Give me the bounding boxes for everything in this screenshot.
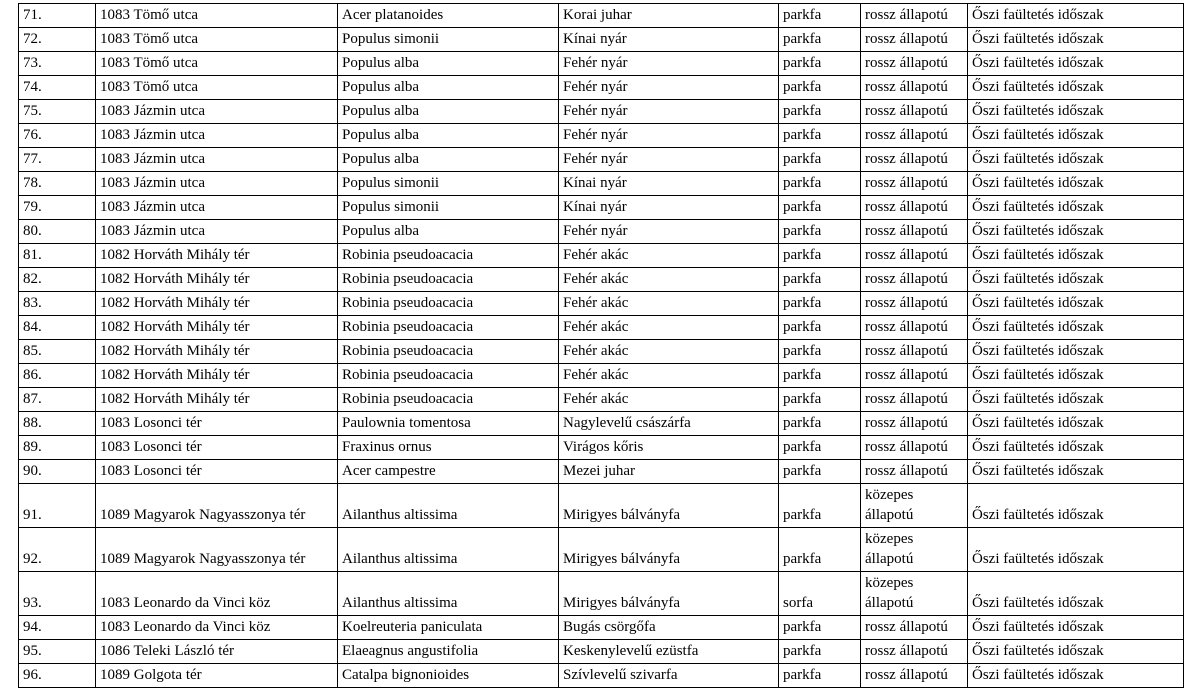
table-cell: Őszi faültetés időszak [968,220,1184,244]
table-cell: Fehér akác [559,364,779,388]
table-cell: Fehér akác [559,244,779,268]
table-cell: 91. [19,484,96,528]
table-cell: Robinia pseudoacacia [338,364,559,388]
table-cell: Őszi faültetés időszak [968,100,1184,124]
table-cell: Fehér akác [559,340,779,364]
table-cell: Őszi faültetés időszak [968,412,1184,436]
table-cell: 83. [19,292,96,316]
table-cell: parkfa [779,244,861,268]
table-cell: 95. [19,640,96,664]
table-cell: 86. [19,364,96,388]
tree-table [18,3,1184,688]
table-row [19,640,1184,664]
table-cell: Őszi faültetés időszak [968,664,1184,688]
table-cell: rossz állapotú [861,292,968,316]
table-cell: rossz állapotú [861,172,968,196]
table-cell: Populus alba [338,52,559,76]
table-cell: Fehér nyár [559,52,779,76]
table-cell: 93. [19,572,96,616]
table-cell: rossz állapotú [861,664,968,688]
table-cell: 87. [19,388,96,412]
table-cell: rossz állapotú [861,100,968,124]
table-cell: Őszi faültetés időszak [968,244,1184,268]
table-cell: Mezei juhar [559,460,779,484]
table-cell: Fehér akác [559,388,779,412]
table-cell: parkfa [779,52,861,76]
table-cell: 1083 Losonci tér [96,460,338,484]
table-cell: 1083 Leonardo da Vinci köz [96,616,338,640]
table-cell: 1082 Horváth Mihály tér [96,340,338,364]
table-cell: Fehér nyár [559,148,779,172]
tree-table-body [19,4,1184,688]
table-cell: Őszi faültetés időszak [968,172,1184,196]
table-cell: Őszi faültetés időszak [968,76,1184,100]
table-cell: rossz állapotú [861,196,968,220]
table-cell: sorfa [779,572,861,616]
table-cell: Virágos kőris [559,436,779,460]
table-cell: rossz állapotú [861,76,968,100]
table-cell: Populus alba [338,148,559,172]
table-cell: Populus alba [338,124,559,148]
table-cell: Őszi faültetés időszak [968,316,1184,340]
table-row [19,52,1184,76]
table-cell: parkfa [779,640,861,664]
table-cell: rossz állapotú [861,148,968,172]
table-row [19,244,1184,268]
table-cell: Robinia pseudoacacia [338,388,559,412]
table-cell: Nagylevelű császárfa [559,412,779,436]
table-cell: Keskenylevelű ezüstfa [559,640,779,664]
table-cell: Catalpa bignonioides [338,664,559,688]
table-cell: 89. [19,436,96,460]
table-cell: 1083 Tömő utca [96,28,338,52]
table-row [19,196,1184,220]
table-cell: rossz állapotú [861,640,968,664]
table-cell: 1083 Losonci tér [96,436,338,460]
table-cell: rossz állapotú [861,388,968,412]
table-cell: rossz állapotú [861,412,968,436]
table-cell: parkfa [779,528,861,572]
table-cell: Robinia pseudoacacia [338,340,559,364]
table-cell: Őszi faültetés időszak [968,52,1184,76]
table-cell: 1089 Magyarok Nagyasszonya tér [96,528,338,572]
table-cell: Robinia pseudoacacia [338,244,559,268]
table-cell: 1082 Horváth Mihály tér [96,316,338,340]
table-cell: Robinia pseudoacacia [338,268,559,292]
table-cell: rossz állapotú [861,268,968,292]
table-cell: Fehér akác [559,268,779,292]
table-row [19,364,1184,388]
table-cell: Kínai nyár [559,196,779,220]
table-row [19,484,1184,528]
table-cell: rossz állapotú [861,244,968,268]
table-cell: Ailanthus altissima [338,572,559,616]
table-row [19,124,1184,148]
table-cell: rossz állapotú [861,616,968,640]
table-cell: parkfa [779,148,861,172]
table-cell: Szívlevelű szivarfa [559,664,779,688]
table-cell: Bugás csörgőfa [559,616,779,640]
table-cell: Őszi faültetés időszak [968,640,1184,664]
table-cell: 90. [19,460,96,484]
table-cell: parkfa [779,100,861,124]
table-cell: 1083 Tömő utca [96,76,338,100]
table-cell: rossz állapotú [861,124,968,148]
table-row [19,148,1184,172]
table-cell: rossz állapotú [861,52,968,76]
table-cell: parkfa [779,28,861,52]
table-cell: Fehér nyár [559,100,779,124]
table-cell: parkfa [779,196,861,220]
table-cell: 75. [19,100,96,124]
table-cell: Populus simonii [338,196,559,220]
table-cell: 77. [19,148,96,172]
table-cell: 76. [19,124,96,148]
table-row [19,28,1184,52]
table-cell: 80. [19,220,96,244]
table-cell: 1086 Teleki László tér [96,640,338,664]
table-cell: 72. [19,28,96,52]
table-row [19,340,1184,364]
table-cell: rossz állapotú [861,220,968,244]
table-cell: 1082 Horváth Mihály tér [96,244,338,268]
table-cell: Őszi faültetés időszak [968,388,1184,412]
table-cell: 85. [19,340,96,364]
table-cell: Elaeagnus angustifolia [338,640,559,664]
table-cell: rossz állapotú [861,364,968,388]
table-cell: 1083 Leonardo da Vinci köz [96,572,338,616]
table-cell: rossz állapotú [861,460,968,484]
table-cell: Fraxinus ornus [338,436,559,460]
table-cell: Őszi faültetés időszak [968,340,1184,364]
table-cell: parkfa [779,292,861,316]
table-cell: Őszi faültetés időszak [968,148,1184,172]
table-cell: Mirigyes bálványfa [559,484,779,528]
table-cell: 71. [19,4,96,28]
table-cell: Korai juhar [559,4,779,28]
table-cell: Őszi faültetés időszak [968,4,1184,28]
table-cell: parkfa [779,268,861,292]
table-cell: 1083 Tömő utca [96,52,338,76]
table-cell: Robinia pseudoacacia [338,292,559,316]
table-row [19,460,1184,484]
table-cell: parkfa [779,4,861,28]
table-cell: Őszi faültetés időszak [968,484,1184,528]
table-cell: rossz állapotú [861,316,968,340]
table-cell: közepes állapotú [861,528,968,572]
table-cell: 73. [19,52,96,76]
table-cell: közepes állapotú [861,572,968,616]
table-cell: 1083 Jázmin utca [96,172,338,196]
table-cell: rossz állapotú [861,340,968,364]
table-cell: Populus alba [338,76,559,100]
table-cell: Acer campestre [338,460,559,484]
table-cell: 1089 Golgota tér [96,664,338,688]
table-row [19,100,1184,124]
table-row [19,528,1184,572]
table-cell: 1083 Jázmin utca [96,124,338,148]
table-cell: 74. [19,76,96,100]
table-row [19,412,1184,436]
table-cell: Őszi faültetés időszak [968,268,1184,292]
table-cell: parkfa [779,340,861,364]
table-row [19,316,1184,340]
table-cell: 1082 Horváth Mihály tér [96,364,338,388]
table-cell: Fehér akác [559,292,779,316]
table-cell: 1083 Jázmin utca [96,220,338,244]
table-cell: Őszi faültetés időszak [968,28,1184,52]
table-cell: parkfa [779,412,861,436]
table-cell: parkfa [779,436,861,460]
table-cell: 1083 Losonci tér [96,412,338,436]
table-cell: 79. [19,196,96,220]
table-cell: Őszi faültetés időszak [968,572,1184,616]
table-cell: közepes állapotú [861,484,968,528]
table-cell: Kínai nyár [559,28,779,52]
table-cell: Populus alba [338,100,559,124]
table-cell: 1083 Tömő utca [96,4,338,28]
table-cell: 84. [19,316,96,340]
table-cell: 94. [19,616,96,640]
table-cell: Fehér nyár [559,124,779,148]
table-row [19,4,1184,28]
table-cell: 81. [19,244,96,268]
table-cell: parkfa [779,124,861,148]
table-cell: rossz állapotú [861,4,968,28]
table-cell: Acer platanoides [338,4,559,28]
table-cell: parkfa [779,220,861,244]
table-cell: Őszi faültetés időszak [968,124,1184,148]
table-row [19,664,1184,688]
table-row [19,436,1184,460]
table-cell: 1089 Magyarok Nagyasszonya tér [96,484,338,528]
table-cell: 88. [19,412,96,436]
table-cell: parkfa [779,316,861,340]
table-cell: 78. [19,172,96,196]
table-cell: 1083 Jázmin utca [96,100,338,124]
table-row [19,172,1184,196]
table-cell: rossz állapotú [861,28,968,52]
table-cell: Fehér nyár [559,76,779,100]
table-cell: Őszi faültetés időszak [968,436,1184,460]
table-cell: Ailanthus altissima [338,484,559,528]
table-cell: Kínai nyár [559,172,779,196]
table-cell: parkfa [779,616,861,640]
table-cell: rossz állapotú [861,436,968,460]
table-cell: Ailanthus altissima [338,528,559,572]
table-cell: 1083 Jázmin utca [96,196,338,220]
table-cell: 96. [19,664,96,688]
table-cell: parkfa [779,172,861,196]
table-cell: Őszi faültetés időszak [968,196,1184,220]
table-cell: Őszi faültetés időszak [968,616,1184,640]
table-row [19,388,1184,412]
table-cell: Populus simonii [338,28,559,52]
table-cell: Populus alba [338,220,559,244]
table-cell: Őszi faültetés időszak [968,292,1184,316]
table-cell: 82. [19,268,96,292]
table-row [19,292,1184,316]
table-cell: Robinia pseudoacacia [338,316,559,340]
table-cell: Mirigyes bálványfa [559,572,779,616]
table-cell: Mirigyes bálványfa [559,528,779,572]
table-row [19,616,1184,640]
table-cell: parkfa [779,76,861,100]
table-cell: 1082 Horváth Mihály tér [96,292,338,316]
table-cell: Fehér nyár [559,220,779,244]
table-row [19,220,1184,244]
table-cell: 92. [19,528,96,572]
table-cell: Paulownia tomentosa [338,412,559,436]
table-cell: parkfa [779,388,861,412]
table-cell: Koelreuteria paniculata [338,616,559,640]
table-cell: Őszi faültetés időszak [968,528,1184,572]
table-cell: 1083 Jázmin utca [96,148,338,172]
table-cell: 1082 Horváth Mihály tér [96,268,338,292]
table-row [19,268,1184,292]
table-cell: parkfa [779,484,861,528]
table-cell: parkfa [779,664,861,688]
table-cell: Populus simonii [338,172,559,196]
table-row [19,76,1184,100]
table-cell: Őszi faültetés időszak [968,364,1184,388]
table-cell: parkfa [779,364,861,388]
table-cell: 1082 Horváth Mihály tér [96,388,338,412]
table-cell: parkfa [779,460,861,484]
table-cell: Őszi faültetés időszak [968,460,1184,484]
table-cell: Fehér akác [559,316,779,340]
table-row [19,572,1184,616]
